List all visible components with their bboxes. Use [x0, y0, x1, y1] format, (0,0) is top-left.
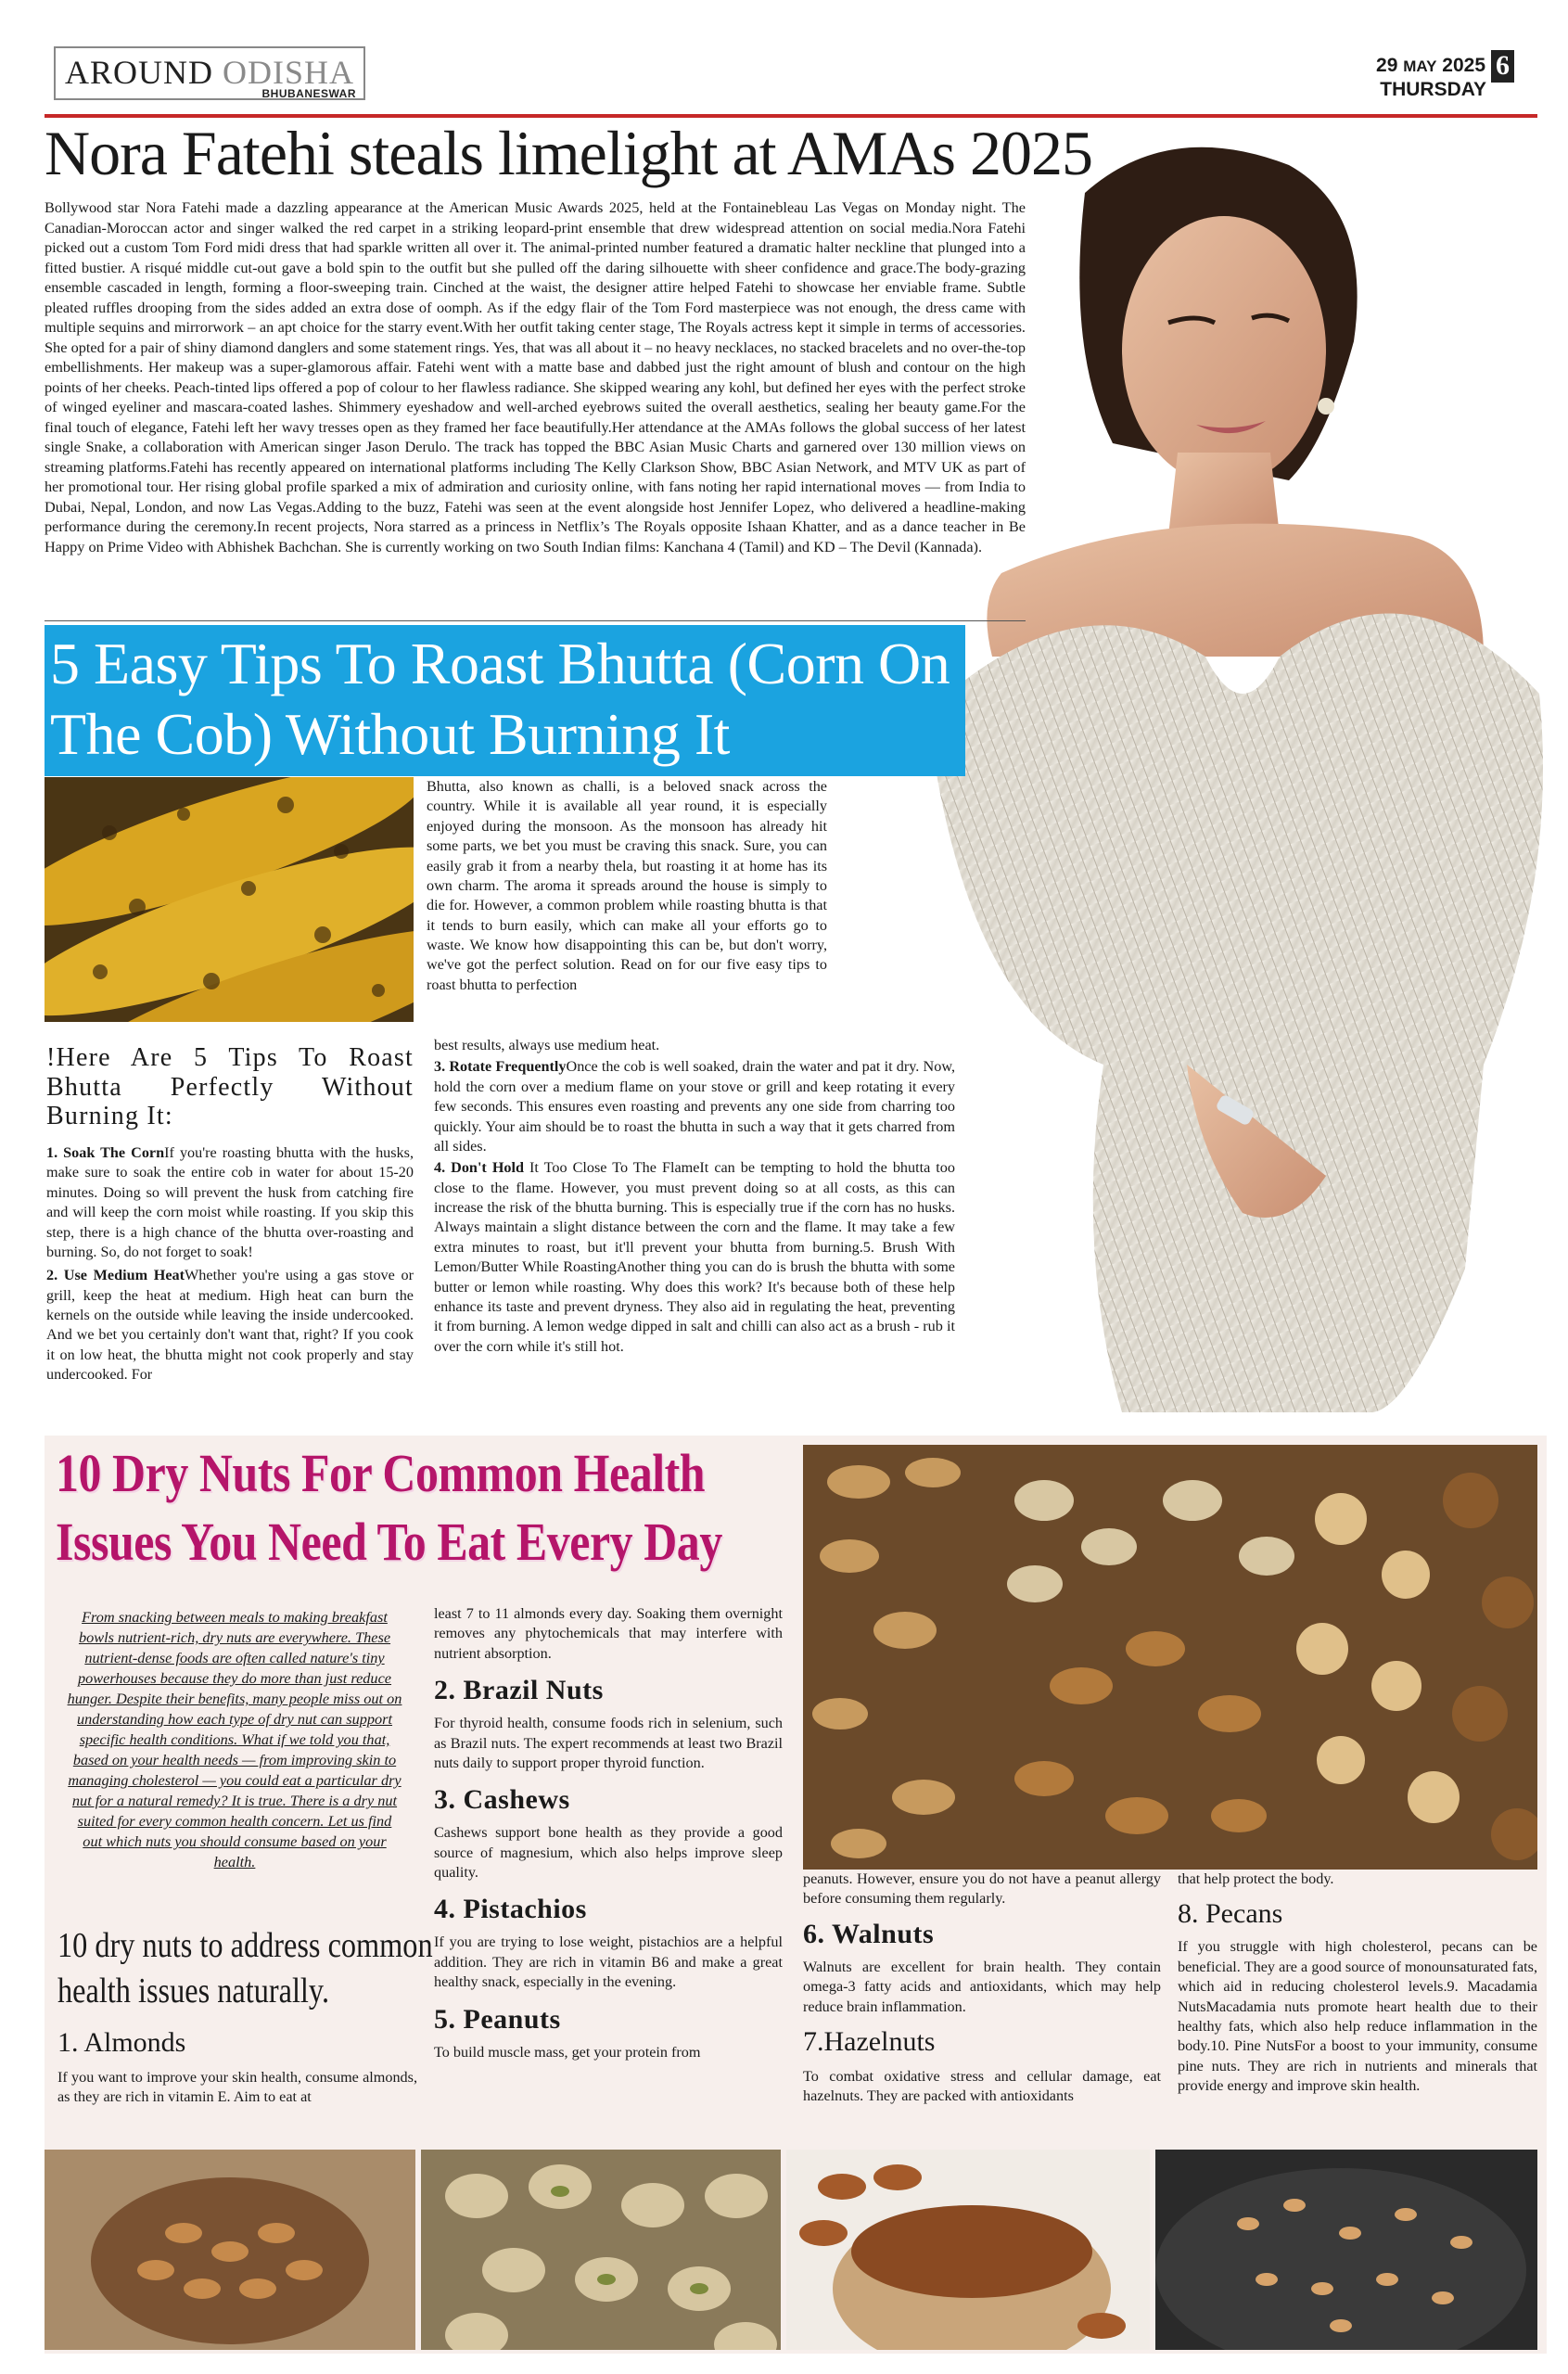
- pistachios-body: If you are trying to lose weight, pistachios are a helpful addition. They are rich in vitamin B6 and make a great healthy snack, especially in the evening.: [434, 1934, 783, 1991]
- peanuts-body: To build muscle mass, get your protein from: [434, 2043, 701, 2061]
- page-number: 6: [1491, 50, 1514, 83]
- nuts-col-2: [434, 1604, 783, 2062]
- hazelnuts-continued: that help protect the body.: [1178, 1870, 1334, 1887]
- almonds-body: If you want to improve your skin health, consume almonds, as they are rich in vitamin E. Aim to eat at: [57, 2069, 417, 2106]
- tip-2: [46, 1266, 414, 1385]
- corn-photo: [45, 777, 414, 1022]
- walnuts-body: Walnuts are excellent for brain health. They contain omega-3 fatty acids and antioxidants, which may help reduce brain inflammation.: [803, 1958, 1161, 2015]
- tip-2-title: 2. Use Medium Heat: [46, 1267, 185, 1284]
- bhutta-intro: Bhutta, also known as challi, is a beloved snack across the country. While it is available all year round, it is especially enjoyed during the monsoon. As the monsoon has already hit some parts, we bet you must be craving this snack. Sure, you can easily grab it from a nearby thela, but roasting it at home has its own charm. The aroma it spreads around the house is simply to die for. However, a common problem while roasting bhutta is that it tends to burn easily, which can make all your efforts go to waste. We know how disappointing this can be, but don't worry, we've got the perfect solution. Read on for our five easy tips to roast bhutta to perfection: [427, 778, 827, 993]
- nuts-illustration: [803, 1445, 1537, 1870]
- pecans-body: If you struggle with high cholesterol, pecans can be beneficial. They are a good source of monounsaturated fats, which aid in reducing cholesterol levels.9. Macadamia NutsMacadamia nuts promote heart health due to their healthy fats, which also help reduce inflammation in the body.10. Pine NutsFor a boost to your immunity, consume pine nuts. They are rich in nutrients and minerals that provide energy and improve skin health.: [1178, 1938, 1537, 2094]
- tip-3-body: Once the cob is well soaked, drain the water and pat it dry. Now, hold the corn over a medium flame on your stove or grill and keep rotating it every few seconds. This ensures even roasting and prevents any one side from charring too quickly. Your aim should be to roast the bhutta in such a way that it gets charred from all sides.: [434, 1058, 956, 1155]
- pine-nuts-photo: [1155, 2150, 1537, 2350]
- bhutta-headline: 5 Easy Tips To Roast Bhutta (Corn On The Cob) Without Burning It: [50, 631, 950, 767]
- pistachios-heading: 4. Pistachios: [434, 1894, 587, 1925]
- nuts-subhead-line1: 10 dry nuts to address common: [57, 1926, 433, 1965]
- lead-body: Bollywood star Nora Fatehi made a dazzling appearance at the American Music Awards 2025, held at the Fontainebleau Las Vegas on Monday night. The Canadian-Moroccan actor and singer walked the red carpet in a striking leopard-print ensemble that drew widespread attention on social media.Nora Fatehi picked out a custom Tom Ford midi dress that had sparkle written all over it. The animal-printed number featured a dramatic halter neckline that plunged into a fitted bustier. A risqué middle cut-out gave a bold spin to the outfit but she pulled off the daring silhouette with sheer confidence and grace.The body-grazing ensemble cascaded in length, forming a floor-sweeping train. Cinched at the waist, the designer attire helped Fatehi to showcase her enviable frame. Subtle pleated ruffles drooping from the sides added an extra dose of oomph. As if the edgy flair of the Tom Ford masterpiece was not enough, the dress came with multiple sequins and mirrorwork – an apt choice for the starry event.With her outfit taking center stage, The Royals actress kept it simple in terms of accessories. She opted for a pair of shiny diamond danglers and some statement rings. Yes, that was all about it – no heavy necklaces, no stacked bracelets and no over-the-top embellishments. Her makeup was a super-glamorous affair. Fatehi went with a matte base and dabbed just the right amount of blush and contour on the high points of her cheeks. Peach-tinted lips offered a pop of colour to her flawless radiance. She skipped wearing any kohl, but defined her eyes with the perfect stroke of winged eyeliner and mascara-coated lashes. Shimmery eyeshadow and well-arched eyebrows suited the overall aesthetics, sealing her beauty game.For the final touch of elegance, Fatehi left her wavy tresses open as they framed her face beautifully.Her attendance at the AMAs follows the global success of her latest single Snake, a collaboration with American singer Jason Derulo. The track has topped the BBC Asian Music Charts and garnered over 130 million views on streaming platforms.Fatehi has recently appeared on international platforms including The Kelly Clarkson Show, BBC Asian Network, and MTV UK as part of her promotional tour. Her rising global profile sparked a mix of admiration and curiosity online, with fans noting her rapid international moves — from India to Dubai, Nepal, London, and now Las Vegas.Adding to the buzz, Fatehi was seen at the event alongside host Jennifer Lopez, who delivered a headline-making performance during the ceremony.In recent projects, Nora starred as a princess in Netflix’s The Royals opposite Ishaan Khatter, and as a dance teacher in Be Happy on Prime Video with Abhishek Bachchan. She is currently working on two South Indian films: Kanchana 4 (Tamil) and KD – The Devil (Kannada).: [45, 198, 1026, 555]
- tip-4-title: 4. Don't Hold: [434, 1159, 525, 1177]
- lead-headline: Nora Fatehi steals limelight at AMAs 2025: [45, 118, 1092, 188]
- nuts-col-4: [1178, 1870, 1537, 2096]
- nuts-col-3: [803, 1870, 1161, 2107]
- cashews-heading: 3. Cashews: [434, 1784, 570, 1816]
- pistachios-illustration: [421, 2150, 781, 2350]
- brazil-heading: 2. Brazil Nuts: [434, 1675, 604, 1706]
- almonds-illustration: [45, 2150, 415, 2350]
- bhutta-headline-box: [45, 625, 965, 776]
- nuts-col-1: [57, 2027, 417, 2108]
- corn-illustration: [45, 777, 414, 1022]
- peanuts-heading: 5. Peanuts: [434, 2003, 561, 2035]
- tip-4: [434, 1158, 955, 1357]
- logo-around: AROUND: [65, 54, 214, 91]
- tip-3-title: 3. Rotate Frequently: [434, 1058, 567, 1076]
- bhutta-subhead: !Here Are 5 Tips To Roast Bhutta Perfectly Without Burning It:: [46, 1043, 414, 1131]
- brazil-body: For thyroid health, consume foods rich in selenium, such as Brazil nuts. The expert recommends at least two Brazil nuts daily to support proper thyroid function.: [434, 1715, 783, 1771]
- tip-3: [434, 1057, 955, 1156]
- newspaper-logo: [54, 46, 365, 100]
- weekday: THURSDAY: [1380, 78, 1486, 100]
- walnuts-heading: 6. Walnuts: [803, 1918, 935, 1949]
- nuts-headline-line2: Issues You Need To Eat Every Day: [56, 1512, 722, 1573]
- tip-1-title: 1. Soak The Corn: [46, 1144, 165, 1161]
- hazelnuts-body: To combat oxidative stress and cellular damage, eat hazelnuts. They are packed with antioxidants: [803, 2067, 1161, 2105]
- nuts-headline-line1: 10 Dry Nuts For Common Health: [56, 1443, 706, 1503]
- bhutta-tips-left: [46, 1143, 414, 1385]
- date-year: 2025: [1442, 54, 1485, 76]
- pine-nuts-illustration: [1155, 2150, 1537, 2350]
- tip-2-body: Whether you're using a gas stove or grill, keep the heat at medium. High heat can burn the kernels on the outside while leaving the inside undercooked. And we bet you certainly don't want that, right? If you cook it on low heat, the bhutta might not cook properly and stay undercooked. For: [46, 1267, 414, 1384]
- date-month: MAY: [1403, 57, 1437, 75]
- logo-odisha: ODISHA: [223, 54, 355, 91]
- nuts-subhead: [57, 1923, 433, 2015]
- logo-city: BHUBANESWAR: [261, 87, 356, 100]
- nuts-photo: [803, 1445, 1537, 1870]
- peanuts-continued: peanuts. However, ensure you do not have a peanut allergy before consuming them regularly.: [803, 1870, 1161, 1908]
- nuts-intro: From snacking between meals to making breakfast bowls nutrient-rich, dry nuts are everywhere. These nutrient-dense foods are often called nature's tiny powerhouses because they do more than just reduce hunger. Despite their benefits, many people miss out on understanding how each type of dry nut can support specific health conditions. What if we told you that, based on your health needs — from improving skin to managing cholesterol — you could eat a particular dry nut for a natural remedy? It is true. There is a dry nut suited for every common health concern. Let us find out which nuts you should consume based on your health.: [67, 1608, 402, 1870]
- tip-1: [46, 1143, 414, 1262]
- date-day: 29: [1376, 54, 1398, 76]
- cashews-body: Cashews support bone health as they provide a good source of magnesium, which also helps improve sleep quality.: [434, 1824, 783, 1881]
- tip-1-body: If you're roasting bhutta with the husks, make sure to soak the entire cob in water for about 15-20 minutes. Doing so will prevent the husk from catching fire and will keep the corn moist while roasting. If you skip this step, there is a high chance of the bhutta over-roasting and burning. So, do not forget to soak!: [46, 1144, 414, 1260]
- almonds-heading: 1. Almonds: [57, 2027, 186, 2058]
- almonds-photo: [45, 2150, 415, 2350]
- dateline: [1376, 50, 1514, 101]
- tip-2-continued: best results, always use medium heat.: [434, 1037, 660, 1053]
- nuts-headline: [56, 1439, 722, 1576]
- logo-text: [65, 53, 354, 92]
- tip-4-body: It Too Close To The FlameIt can be tempting to hold the bhutta too close to the flame. However, you must prevent doing so at all costs, as this can increase the risk of the bhutta burning. This is especially true if the corn has no husks. Always maintain a slight distance between the corn and the flame. It may take a few extra minutes to roast, but it'll prevent your bhutta from burning.5. Brush With Lemon/Butter While RoastingAnother thing you can do is brush the bhutta with some butter or lemon while roasting. Why does this work? It's because both of these help enhance its taste and prevent dryness. They also aid in regulating the heat, preventing it from burning. A lemon wedge dipped in salt and chilli can also act as a brush - rub it over the corn while it's still hot.: [434, 1159, 955, 1355]
- pistachios-photo: [421, 2150, 781, 2350]
- almonds-continued: least 7 to 11 almonds every day. Soaking them overnight removes any phytochemicals that may interfere with nutrient absorption.: [434, 1605, 783, 1662]
- pecans-photo: [786, 2150, 1150, 2350]
- story-divider: [45, 620, 1026, 621]
- bhutta-tips-right: [434, 1036, 955, 1357]
- nuts-subhead-line2: health issues naturally.: [57, 1972, 330, 2011]
- pecans-heading: 8. Pecans: [1178, 1898, 1283, 1930]
- hazelnuts-heading: 7.Hazelnuts: [803, 2025, 936, 2057]
- pecans-illustration: [786, 2150, 1150, 2350]
